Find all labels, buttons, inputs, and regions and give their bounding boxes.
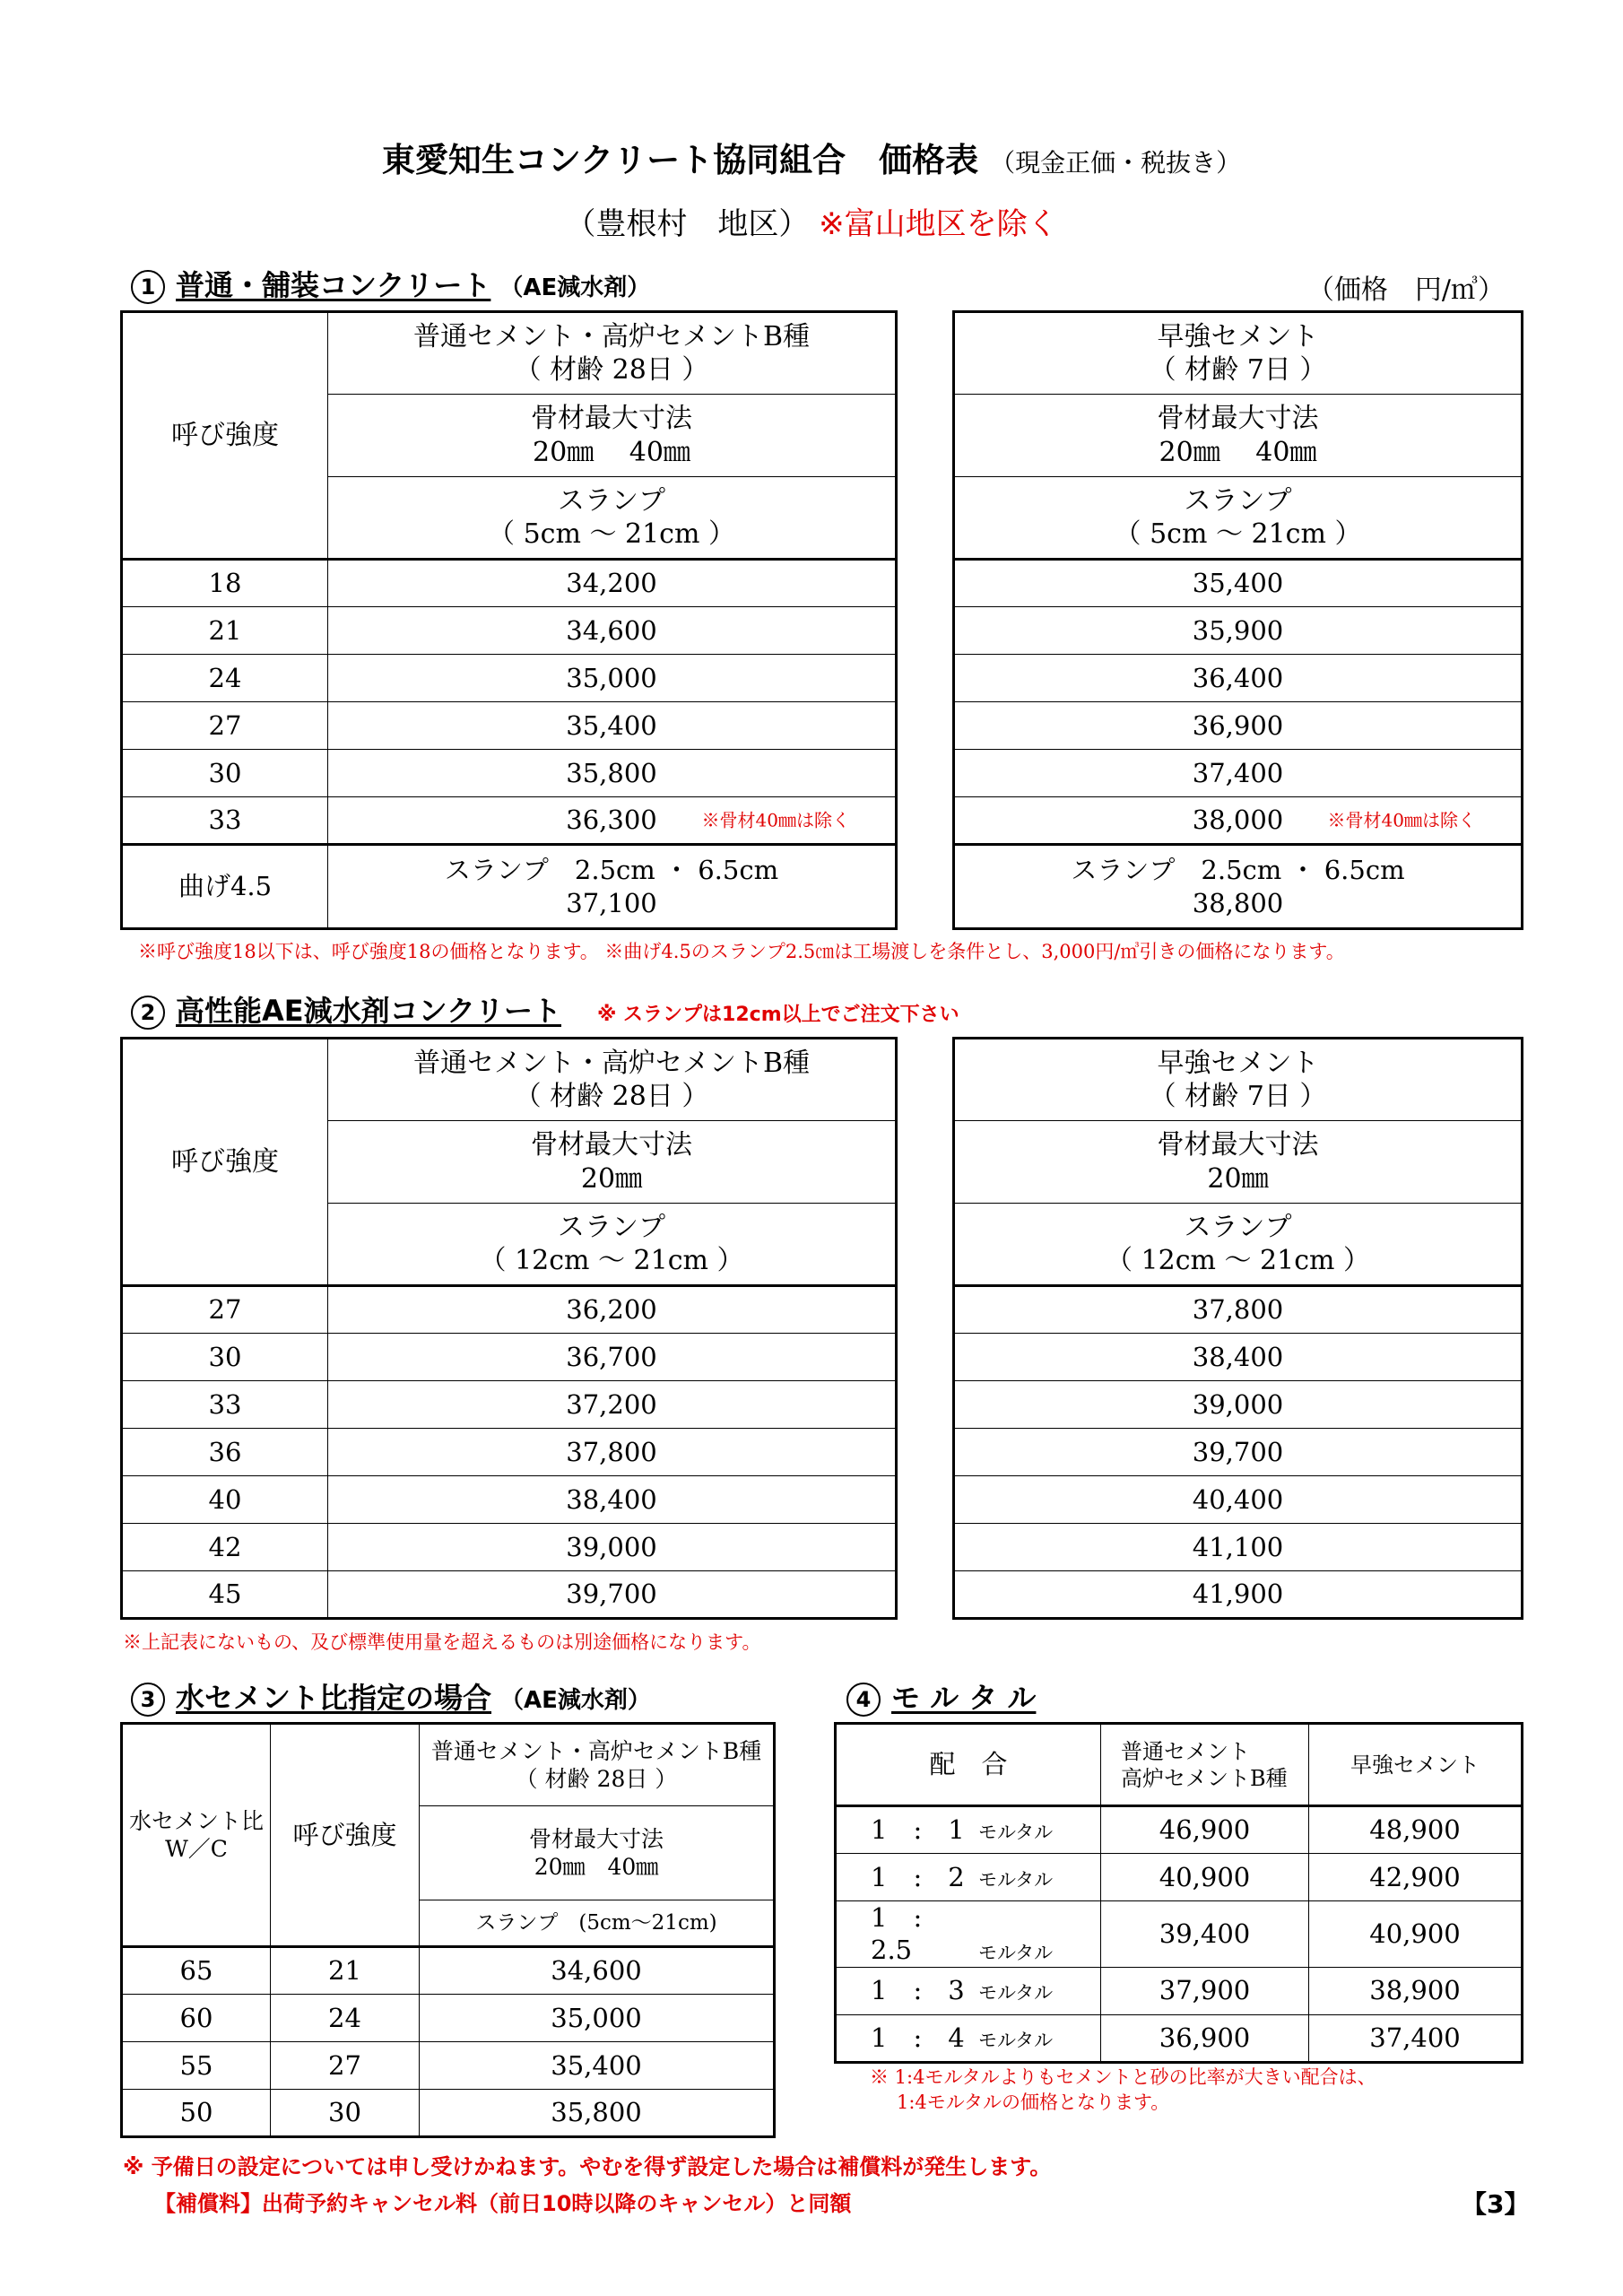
s3-strength: 27	[271, 2042, 420, 2090]
section1-heading	[131, 263, 650, 304]
section2-name: 高性能AE減水剤コンクリート	[176, 994, 561, 1028]
section2-table-right	[952, 1037, 1523, 1620]
s1-right-exclude-note: ※骨材40㎜は除く	[1327, 809, 1476, 831]
s1-price-right: 38,000 ※骨材40㎜は除く	[954, 797, 1523, 845]
s4-price-normal: 37,900	[1101, 1967, 1309, 2014]
s2-strength: 33	[122, 1381, 328, 1429]
s1-price-left: 34,600	[328, 607, 897, 655]
title-sub: （現金正価・税抜き）	[990, 148, 1242, 178]
s3-wc: 60	[122, 1995, 271, 2042]
s1-right-slump: スランプ （ 5cm ～ 21cm ）	[954, 477, 1523, 560]
section2-footnote: ※上記表にないもの、及び標準使用量を超えるものは別途価格になります。	[123, 1631, 761, 1653]
page-number: 【3】	[1462, 2189, 1530, 2219]
section3-name: 水セメント比指定の場合	[176, 1681, 492, 1715]
s1-price-right: 36,900	[954, 702, 1523, 750]
s4-price-early: 48,900	[1309, 1806, 1523, 1854]
s1-left-cement: 普通セメント・高炉セメントB種 （ 材齢 28日 ）	[328, 312, 897, 395]
s1-left-aggregate: 骨材最大寸法 20㎜ 40㎜	[328, 395, 897, 477]
s2-price-right: 39,700	[954, 1429, 1523, 1476]
s1-right-aggregate: 骨材最大寸法 20㎜ 40㎜	[954, 395, 1523, 477]
s3-wc: 55	[122, 2042, 271, 2090]
s1-strength: 30	[122, 750, 328, 797]
wc-header: 水セメント比 W／C	[122, 1724, 271, 1947]
s3-wc: 65	[122, 1947, 271, 1995]
s2-left-slump: スランプ （ 12cm ～ 21cm ）	[328, 1204, 897, 1286]
section1-footnote: ※呼び強度18以下は、呼び強度18の価格となります。 ※曲げ4.5のスランプ2.5㎝は工場渡しを条件とし、3,000円/㎥引きの価格になります。	[138, 941, 1345, 962]
s2-price-right: 41,100	[954, 1524, 1523, 1571]
section4-note-line1: ※ 1:4モルタルよりもセメントと砂の比率が大きい配合は、	[870, 2066, 1376, 2088]
section4-note-line2: 1:4モルタルの価格となります。	[897, 2092, 1170, 2113]
s4-mix: 1 : 2 モルタル	[836, 1854, 1101, 1901]
s2-price-left: 36,200	[328, 1286, 897, 1334]
section2-number: 2	[131, 996, 165, 1030]
s1-price-left: 36,300 ※骨材40㎜は除く	[328, 797, 897, 845]
s1-strength: 21	[122, 607, 328, 655]
s3-price: 34,600	[420, 1947, 775, 1995]
s2-right-aggregate: 骨材最大寸法 20㎜	[954, 1121, 1523, 1204]
s3-price: 35,000	[420, 1995, 775, 2042]
s2-price-right: 38,400	[954, 1334, 1523, 1381]
s4-price-normal: 40,900	[1101, 1854, 1309, 1901]
area-exclusion-note: ※富山地区を除く	[819, 206, 1058, 242]
s3-price: 35,800	[420, 2090, 775, 2137]
s1-left-exclude-note: ※骨材40㎜は除く	[701, 809, 850, 831]
s1-strength: 18	[122, 560, 328, 607]
section3-number: 3	[131, 1683, 165, 1717]
s4-col2-header: 早強セメント	[1309, 1724, 1523, 1806]
section4-number: 4	[846, 1683, 881, 1717]
s2-strength: 40	[122, 1476, 328, 1524]
section4-name: モ ル タ ル	[891, 1681, 1037, 1715]
s4-mix: 1 : 2.5 モルタル	[836, 1901, 1101, 1968]
s1-price-left: 35,800	[328, 750, 897, 797]
footer-compensation-note: 【補償料】出荷予約キャンセル料（前日10時以降のキャンセル）と同額	[154, 2191, 852, 2216]
s1-price-left: 34,200	[328, 560, 897, 607]
s2-strength: 27	[122, 1286, 328, 1334]
s2-strength: 42	[122, 1524, 328, 1571]
s2-price-right: 39,000	[954, 1381, 1523, 1429]
s1-price-left: 35,000	[328, 655, 897, 702]
s4-price-early: 40,900	[1309, 1901, 1523, 1968]
section1-name: 普通・舗装コンクリート	[176, 268, 491, 302]
mix-header: 配 合	[836, 1724, 1101, 1806]
s4-price-early: 37,400	[1309, 2014, 1523, 2062]
section1-table-left	[120, 310, 898, 930]
s2-price-left: 39,700	[328, 1571, 897, 1619]
s1-right-cement: 早強セメント （ 材齢 7日 ）	[954, 312, 1523, 395]
s4-price-normal: 36,900	[1101, 2014, 1309, 2062]
s1-bend-label: 曲げ4.5	[122, 845, 328, 929]
title-main: 東愛知生コンクリート協同組合 価格表	[381, 141, 979, 179]
section4-table	[834, 1722, 1523, 2064]
s1-strength: 27	[122, 702, 328, 750]
s1-price-right: 35,900	[954, 607, 1523, 655]
s4-price-early: 42,900	[1309, 1854, 1523, 1901]
s1-price-right: 36,400	[954, 655, 1523, 702]
s3-aggregate: 骨材最大寸法 20㎜ 40㎜	[420, 1806, 775, 1900]
s2-right-slump: スランプ （ 12cm ～ 21cm ）	[954, 1204, 1523, 1286]
s2-strength: 30	[122, 1334, 328, 1381]
s3-strength: 24	[271, 1995, 420, 2042]
section2-heading	[131, 988, 959, 1030]
s3-strength-header: 呼び強度	[271, 1724, 420, 1947]
s1-price-right: 35,400	[954, 560, 1523, 607]
page-title	[0, 133, 1623, 181]
section3-heading	[131, 1675, 651, 1717]
s2-price-left: 37,200	[328, 1381, 897, 1429]
s4-price-normal: 46,900	[1101, 1806, 1309, 1854]
s1-left-slump: スランプ （ 5cm ～ 21cm ）	[328, 477, 897, 560]
strength-header: 呼び強度	[122, 312, 328, 560]
section2-table-left	[120, 1037, 898, 1620]
strength-header: 呼び強度	[122, 1039, 328, 1286]
section3-suffix: （AE減水剤）	[500, 1687, 651, 1714]
s1-price-left: 35,400	[328, 702, 897, 750]
area-line	[0, 199, 1623, 243]
s1-strength: 24	[122, 655, 328, 702]
s4-mix: 1 : 1 モルタル	[836, 1806, 1101, 1854]
s3-slump: スランプ (5cm～21cm)	[420, 1900, 775, 1947]
s2-price-left: 38,400	[328, 1476, 897, 1524]
s2-left-aggregate: 骨材最大寸法 20㎜	[328, 1121, 897, 1204]
footer-reserve-day-note: ※ 予備日の設定については申し受けかねます。やむを得ず設定した場合は補償料が発生します。	[123, 2154, 1052, 2179]
s4-mix: 1 : 3 モルタル	[836, 1967, 1101, 2014]
s2-price-right: 37,800	[954, 1286, 1523, 1334]
s1-price-right: 37,400	[954, 750, 1523, 797]
s1-strength: 33	[122, 797, 328, 845]
s2-right-cement: 早強セメント （ 材齢 7日 ）	[954, 1039, 1523, 1121]
s1-bend-left: スランプ 2.5cm ・ 6.5cm 37,100	[328, 845, 897, 929]
section4-heading	[846, 1675, 1036, 1717]
s3-strength: 21	[271, 1947, 420, 1995]
area-name: （豊根村 地区）	[565, 206, 810, 242]
s2-price-left: 39,000	[328, 1524, 897, 1571]
s2-price-right: 40,400	[954, 1476, 1523, 1524]
section3-table	[120, 1722, 776, 2138]
s4-mix: 1 : 4 モルタル	[836, 2014, 1101, 2062]
section1-table-right	[952, 310, 1523, 930]
s2-strength: 45	[122, 1571, 328, 1619]
price-unit: （価格 円/㎥）	[1306, 274, 1505, 306]
s4-price-normal: 39,400	[1101, 1901, 1309, 1968]
s2-strength: 36	[122, 1429, 328, 1476]
s2-price-right: 41,900	[954, 1571, 1523, 1619]
section1-number: 1	[131, 270, 165, 304]
s3-wc: 50	[122, 2090, 271, 2137]
s3-strength: 30	[271, 2090, 420, 2137]
s3-price: 35,400	[420, 2042, 775, 2090]
s3-cement: 普通セメント・高炉セメントB種 （ 材齢 28日 ）	[420, 1724, 775, 1806]
s2-price-left: 37,800	[328, 1429, 897, 1476]
s2-price-left: 36,700	[328, 1334, 897, 1381]
s1-bend-right: スランプ 2.5cm ・ 6.5cm 38,800	[954, 845, 1523, 929]
s2-left-cement: 普通セメント・高炉セメントB種 （ 材齢 28日 ）	[328, 1039, 897, 1121]
s4-col1-header: 普通セメント 高炉セメントB種	[1101, 1724, 1309, 1806]
section1-suffix: （AE減水剤）	[499, 274, 651, 301]
section2-slump-note: ※ スランプは12cm以上でご注文下さい	[597, 1004, 959, 1026]
s4-price-early: 38,900	[1309, 1967, 1523, 2014]
